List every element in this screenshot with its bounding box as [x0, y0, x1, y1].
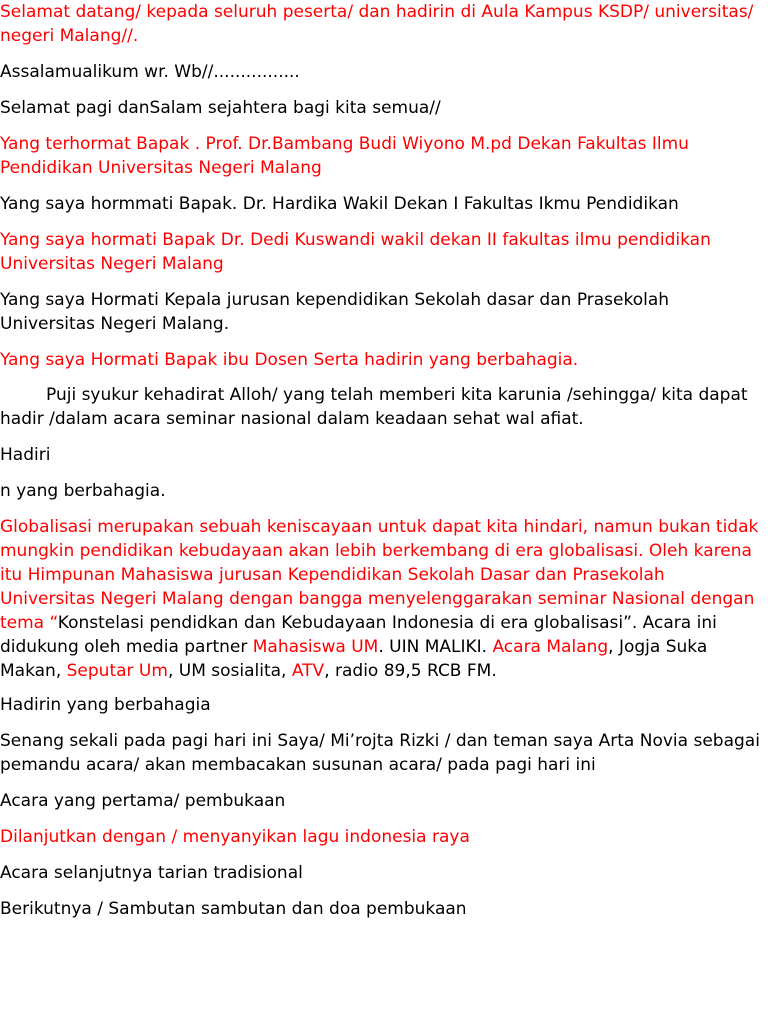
text-run: Puji syukur kehadirat Alloh/ yang telah memberi kita karunia /sehingga/ kita dapat hadir /dalam acara seminar nasional dalam keadaan sehat wal afiat.	[0, 385, 748, 429]
para-yang-berbahagia	[0, 479, 760, 503]
para-hadiri	[0, 443, 760, 467]
text-run: , Jogja Suka Makan,	[0, 637, 708, 681]
para-head-dept	[0, 288, 760, 336]
text-run: Senang sekali pada pagi hari ini Saya/ Mi’rojta Rizki / dan teman saya Arta Novia sebagai pemandu acara/ akan membacakan susunan acara/ pada pagi hari ini	[0, 731, 760, 775]
text-run: Berikutnya / Sambutan sambutan dan doa pembukaan	[0, 899, 467, 919]
text-run: Konstelasi pendidkan dan Kebudayaan Indonesia di era globalisasi”. Acara ini didukung oleh media partner	[0, 613, 717, 657]
text-run: ATV	[291, 661, 325, 681]
para-mc-intro	[0, 729, 760, 777]
text-run: Acara yang pertama/ pembukaan	[0, 791, 286, 811]
para-gratitude	[0, 383, 760, 431]
text-run: Seputar Um	[66, 661, 168, 681]
text-run: Mahasiswa UM	[252, 637, 379, 657]
para-agenda-speeches	[0, 897, 760, 921]
text-run: Dilanjutkan dengan / menyanyikan lagu indonesia raya	[0, 827, 470, 847]
text-run: . UIN MALIKI.	[378, 637, 493, 657]
text-run: Selamat datang/ kepada seluruh peserta/ dan hadirin di Aula Kampus KSDP/ universitas/ negeri Malang//.	[0, 2, 754, 46]
text-run: Hadirin yang berbahagia	[0, 695, 211, 715]
text-run: Yang saya Hormati Bapak ibu Dosen Serta hadirin yang berbahagia.	[0, 350, 579, 370]
para-vice-dean-2	[0, 228, 760, 276]
para-welcome	[0, 0, 760, 48]
para-greeting	[0, 96, 760, 120]
para-agenda-opening	[0, 789, 760, 813]
text-run: Yang saya hormati Bapak Dr. Dedi Kuswandi wakil dekan II fakultas ilmu pendidikan Universitas Negeri Malang	[0, 230, 711, 274]
para-lecturers	[0, 348, 760, 372]
para-vice-dean-1	[0, 192, 760, 216]
text-run: , radio 89,5 RCB FM.	[324, 661, 497, 681]
para-hadirin	[0, 693, 760, 717]
text-run: n yang berbahagia.	[0, 481, 166, 501]
para-agenda-anthem	[0, 825, 760, 849]
text-run: Globalisasi merupakan sebuah keniscayaan untuk dapat kita hindari, namun bukan tidak mungkin pendidikan kebudayaan akan lebih berkembang di era globalisasi. Oleh karena itu Himpunan Mahasiswa jurusan Kependidikan Sekolah Dasar dan Prasekolah Universitas Negeri Malang dengan bangga menyelenggarakan seminar Nasional dengan tema “	[0, 517, 759, 633]
text-run: Yang terhormat Bapak . Prof. Dr.Bambang Budi Wiyono M.pd Dekan Fakultas Ilmu Pendidikan Universitas Negeri Malang	[0, 134, 689, 178]
text-run: , UM sosialita,	[167, 661, 292, 681]
text-run: Selamat pagi danSalam sejahtera bagi kita semua//	[0, 98, 441, 118]
para-salam	[0, 60, 760, 84]
text-run: Acara selanjutnya tarian tradisional	[0, 863, 303, 883]
text-run: Yang saya hormmati Bapak. Dr. Hardika Wakil Dekan I Fakultas Ikmu Pendidikan	[0, 194, 679, 214]
text-run: Acara Malang	[492, 637, 609, 657]
text-run: Yang saya Hormati Kepala jurusan kependidikan Sekolah dasar dan Prasekolah Universitas Negeri Malang.	[0, 290, 670, 334]
para-agenda-dance	[0, 861, 760, 885]
text-run: Assalamualikum wr. Wb//................	[0, 62, 300, 82]
para-globalization	[0, 515, 760, 683]
text-run: Hadiri	[0, 445, 51, 465]
para-dean	[0, 132, 760, 180]
